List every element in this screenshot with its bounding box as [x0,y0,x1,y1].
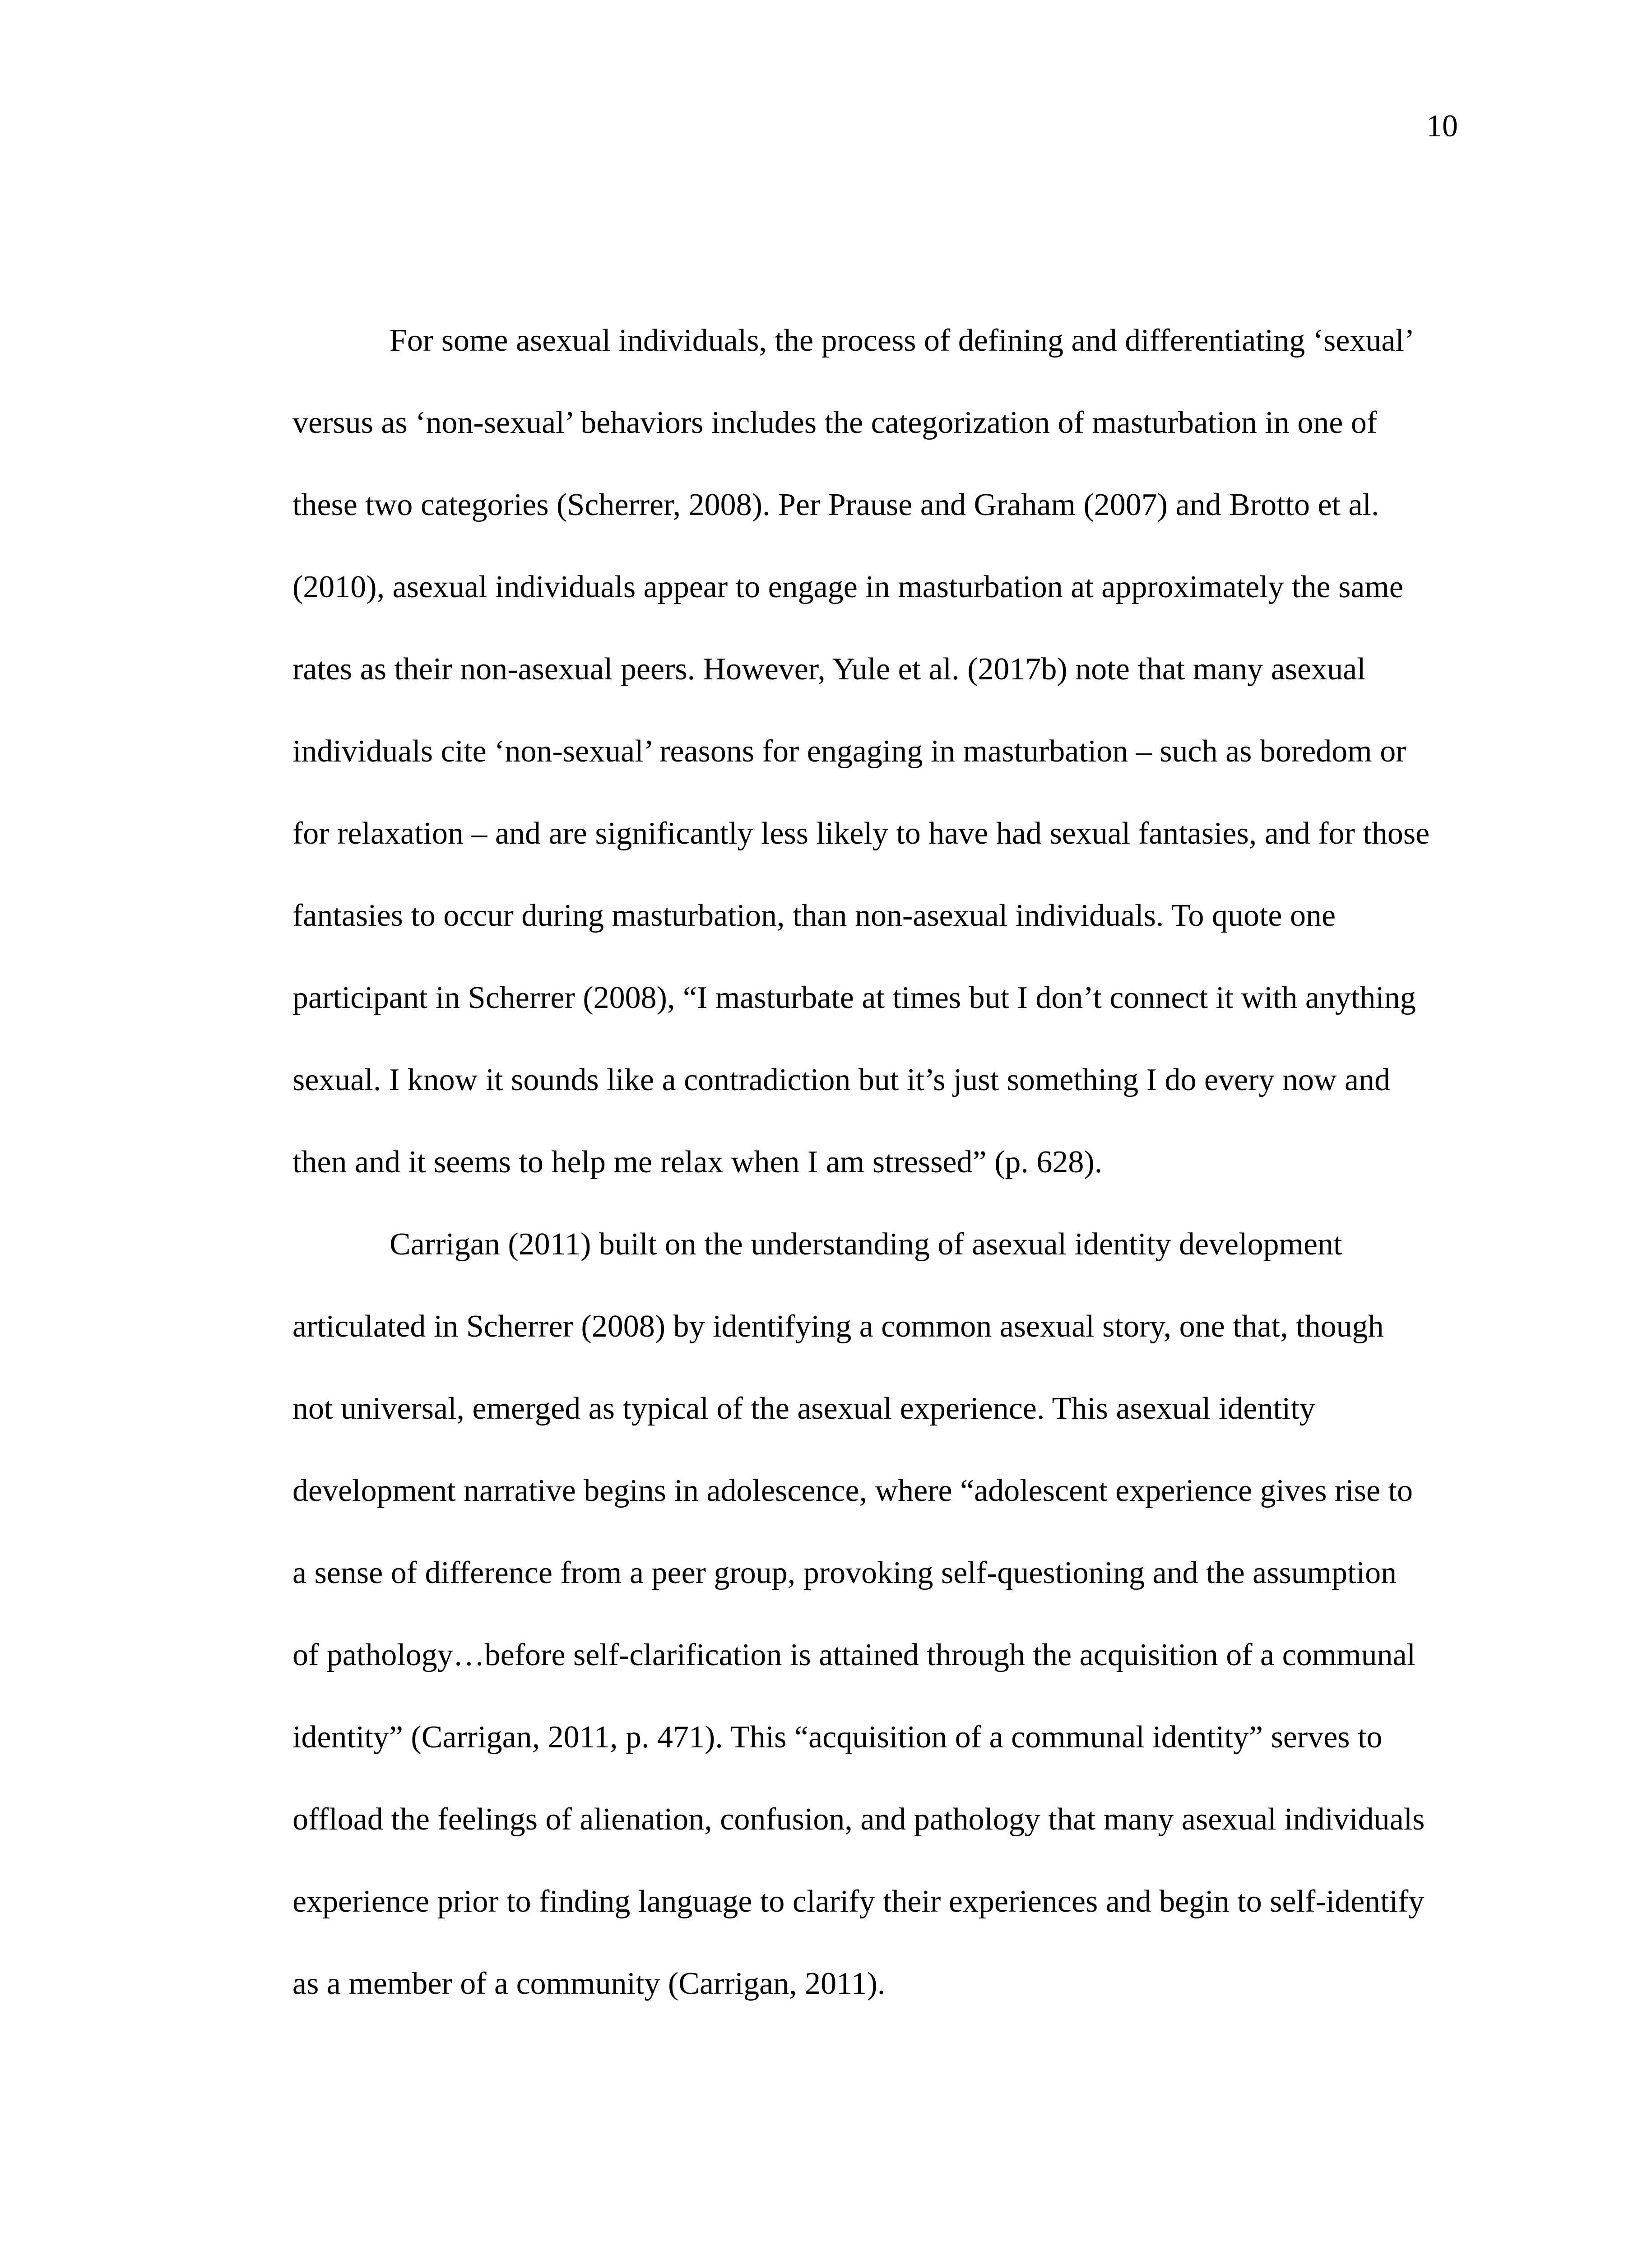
text-line: then and it seems to help me relax when I am stressed” (p. 628). [292,1145,1103,1180]
paragraph-1 [292,323,1466,1226]
text-line: articulated in Scherrer (2008) by identifying a common asexual story, one that, though [292,1309,1384,1344]
text-line: individuals cite ‘non-sexual’ reasons for engaging in masturbation – such as boredom or [292,734,1406,769]
text-line: a sense of difference from a peer group, provoking self-questioning and the assumption [292,1556,1397,1590]
text-line: fantasies to occur during masturbation, than non-asexual individuals. To quote one [292,898,1336,933]
text-line: experience prior to finding language to clarify their experiences and begin to self-identify [292,1884,1425,1919]
paragraph-2 [292,1226,1466,2048]
text-line: For some asexual individuals, the process of defining and differentiating ‘sexual’ [390,323,1415,358]
page-number: 10 [1426,109,1458,144]
text-line: not universal, emerged as typical of the asexual experience. This asexual identity [292,1391,1315,1426]
text-line: of pathology…before self-clarification is attained through the acquisition of a communal [292,1638,1416,1672]
text-line: for relaxation – and are significantly less likely to have had sexual fantasies, and for those [292,816,1430,851]
text-line: these two categories (Scherrer, 2008). Per Prause and Graham (2007) and Brotto et al. [292,488,1379,522]
text-line: offload the feelings of alienation, confusion, and pathology that many asexual individuals [292,1802,1425,1837]
text-line: as a member of a community (Carrigan, 2011). [292,1966,886,2001]
text-line: identity” (Carrigan, 2011, p. 471). This “acquisition of a communal identity” serves to [292,1720,1383,1755]
text-line: development narrative begins in adolescence, where “adolescent experience gives rise to [292,1473,1413,1508]
text-line: (2010), asexual individuals appear to engage in masturbation at approximately the same [292,570,1403,604]
text-line: participant in Scherrer (2008), “I masturbate at times but I don’t connect it with anything [292,980,1416,1015]
text-line: rates as their non-asexual peers. However, Yule et al. (2017b) note that many asexual [292,652,1366,687]
text-line: sexual. I know it sounds like a contradiction but it’s just something I do every now and [292,1063,1391,1097]
text-line: versus as ‘non-sexual’ behaviors includes the categorization of masturbation in one of [292,405,1378,440]
body-text [292,323,1466,2048]
text-line: Carrigan (2011) built on the understanding of asexual identity development [390,1227,1342,1262]
